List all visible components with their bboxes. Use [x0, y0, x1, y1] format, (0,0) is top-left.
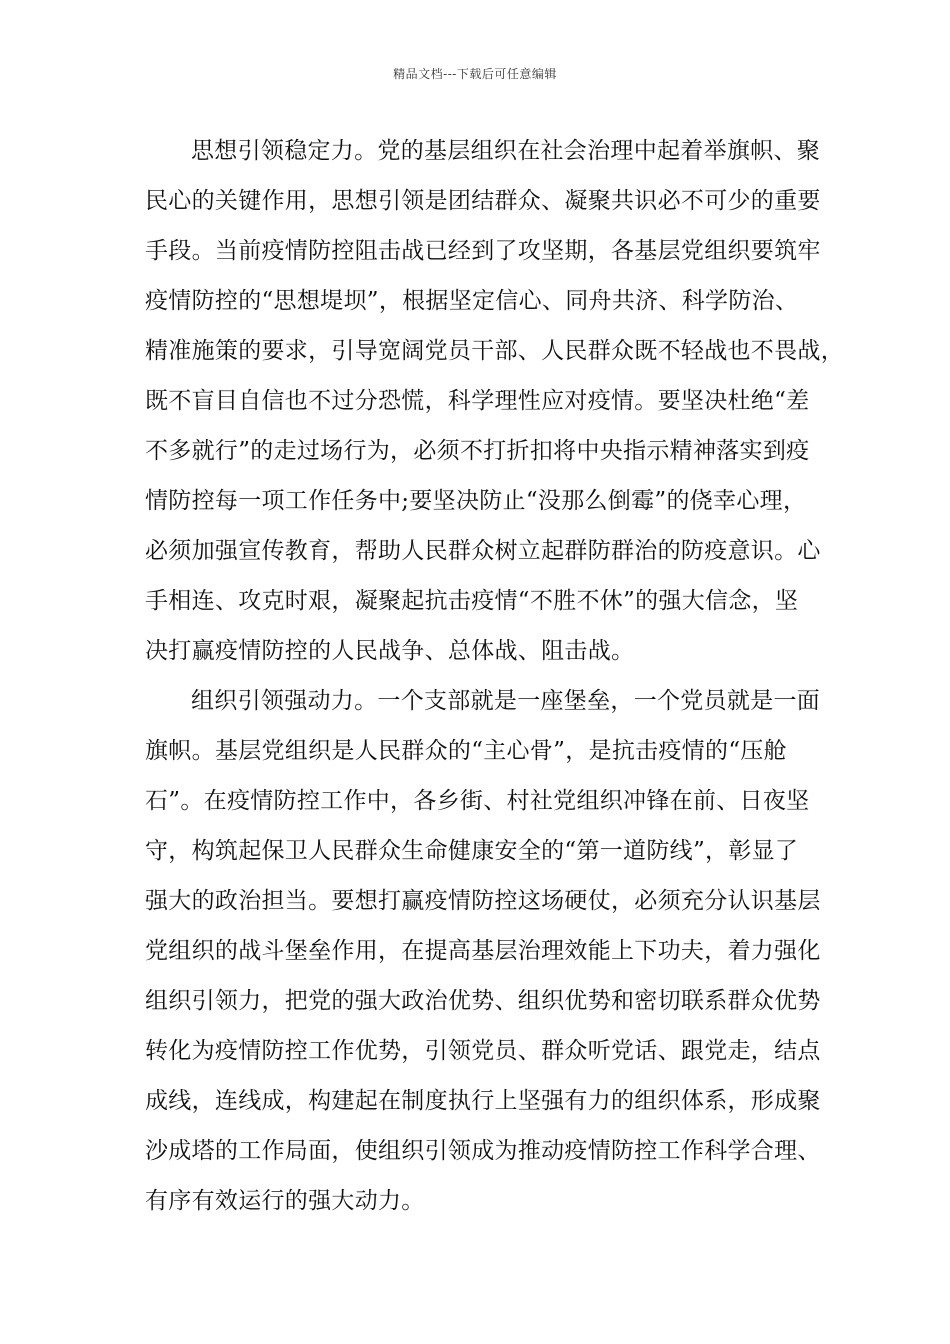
paragraph-line: 思想引领稳定力。党的基层组织在社会治理中起着举旗帜、聚: [191, 138, 821, 164]
paragraph-line: 手段。当前疫情防控阻击战已经到了攻坚期，各基层党组织要筑牢: [145, 238, 821, 264]
paragraph-line: 转化为疫情防控工作优势，引领党员、群众听党话、跟党走，结点: [145, 1038, 821, 1064]
paragraph-line: 决打赢疫情防控的人民战争、总体战、阻击战。: [145, 638, 635, 664]
paragraph-line: 沙成塔的工作局面，使组织引领成为推动疫情防控工作科学合理、: [145, 1138, 821, 1164]
paragraph-line: 组织引领强动力。一个支部就是一座堡垒，一个党员就是一面: [191, 688, 821, 714]
paragraph-line: 有序有效运行的强大动力。: [145, 1188, 425, 1214]
paragraph-line: 疫情防控的“思想堤坝”，根据坚定信心、同舟共济、科学防治、: [145, 288, 799, 314]
paragraph-line: 民心的关键作用，思想引领是团结群众、凝聚共识必不可少的重要: [145, 188, 821, 214]
paragraph-line: 不多就行”的走过场行为，必须不打折扣将中央指示精神落实到疫: [145, 438, 810, 464]
paragraph-line: 旗帜。基层党组织是人民群众的“主心骨”，是抗击疫情的“压舱: [145, 738, 787, 764]
paragraph-line: 组织引领力，把党的强大政治优势、组织优势和密切联系群众优势: [145, 988, 821, 1014]
page-header: 精品文档---下载后可任意编辑: [393, 67, 557, 81]
paragraph-2: [145, 676, 821, 1226]
paragraph-line: 精准施策的要求，引导宽阔党员干部、人民群众既不轻战也不畏战，: [145, 338, 844, 364]
paragraph-line: 成线，连线成，构建起在制度执行上坚强有力的组织体系，形成聚: [145, 1088, 821, 1114]
paragraph-1: [145, 126, 844, 676]
paragraph-line: 既不盲目自信也不过分恐慌，科学理性应对疫情。要坚决杜绝“差: [145, 388, 810, 414]
paragraph-line: 强大的政治担当。要想打赢疫情防控这场硬仗，必须充分认识基层: [145, 888, 821, 914]
paragraph-line: 党组织的战斗堡垒作用，在提高基层治理效能上下功夫，着力强化: [145, 938, 821, 964]
paragraph-line: 必须加强宣传教育，帮助人民群众树立起群防群治的防疫意识。心: [145, 538, 821, 564]
paragraph-line: 守，构筑起保卫人民群众生命健康安全的“第一道防线”，彰显了: [145, 838, 799, 864]
document-body: [145, 126, 844, 1226]
paragraph-line: 石”。在疫情防控工作中，各乡街、村社党组织冲锋在前、日夜坚: [145, 788, 810, 814]
paragraph-line: 手相连、攻克时艰，凝聚起抗击疫情“不胜不休”的强大信念，坚: [145, 588, 799, 614]
paragraph-line: 情防控每一项工作任务中;要坚决防止“没那么倒霉”的侥幸心理，: [145, 488, 807, 514]
